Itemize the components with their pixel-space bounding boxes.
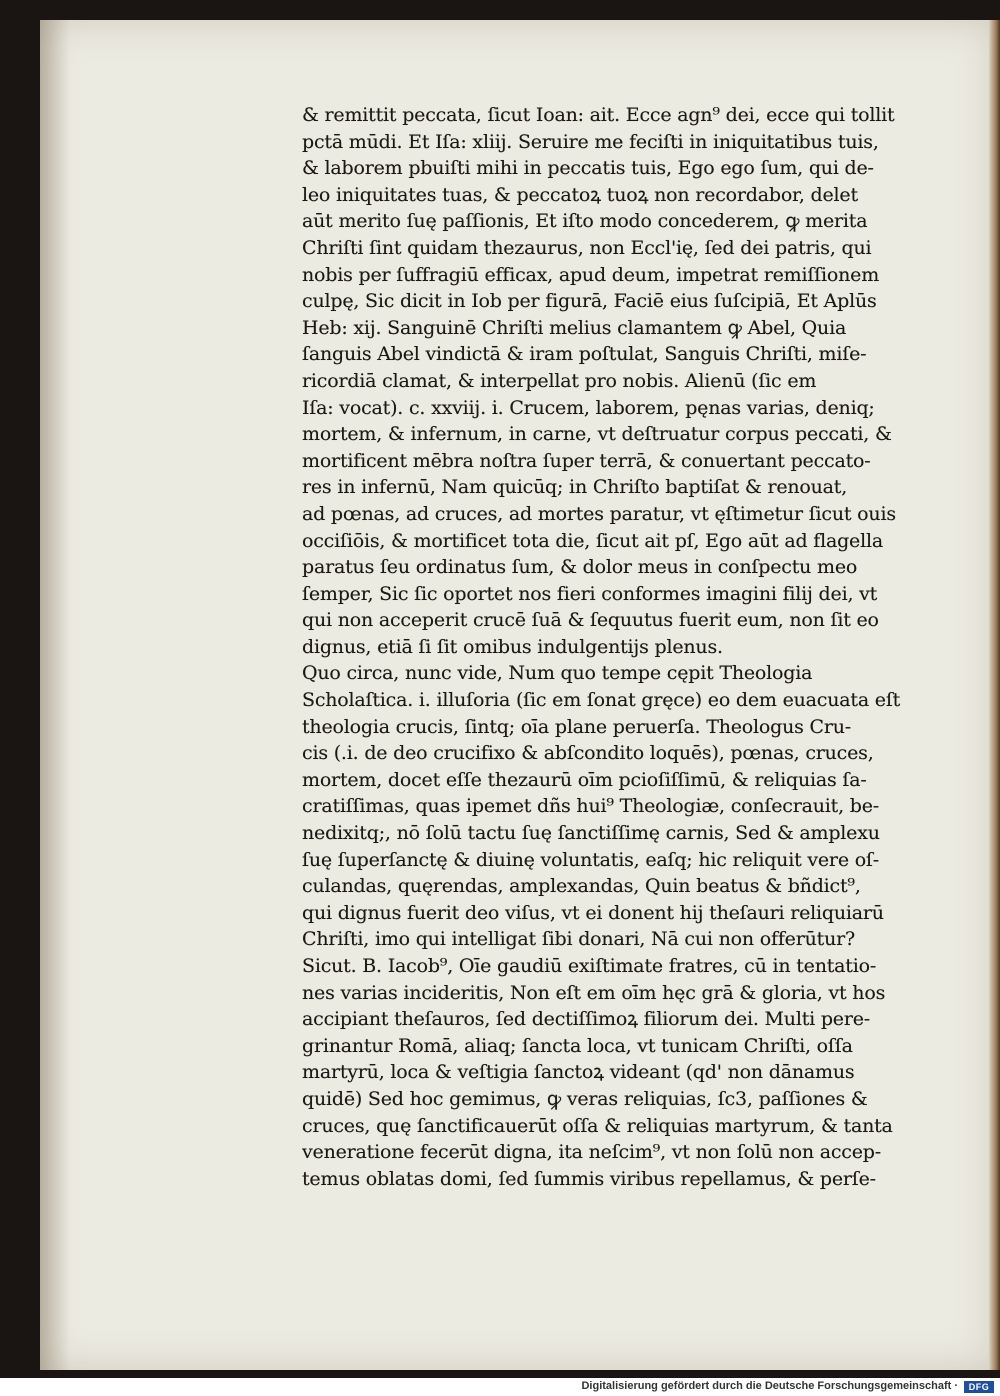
text-line: Scholaſtica. i. illuſoria (ſic em ſonat gręce) eo dem euacuata eſt [302, 689, 901, 712]
text-line: temus oblatas domi, ſed ſummis viribus repellamus, & perſe- [302, 1167, 876, 1190]
text-line: Chriſti, imo qui intelligat ſibi donari, Nā cui non offerūtur? [302, 928, 855, 951]
text-line: grinantur Romā, aliaq; ſancta loca, vt tunicam Chriſti, oſſa [302, 1034, 853, 1057]
text-line: theologia crucis, ſintq; oīa plane peruerſa. Theologus Cru- [302, 715, 852, 738]
text-line: ſanguis Abel vindictā & iram poſtulat, Sanguis Chriſti, miſe- [302, 343, 867, 366]
text-line: quidē) Sed hoc gemimus, ꝙ veras reliquias, ſc3, paſſiones & [302, 1087, 868, 1110]
text-line: Heb: xij. Sanguinē Chriſti melius clamantem ꝙ Abel, Quia [302, 316, 847, 339]
text-line: martyrū, loca & veſtigia ſanctoꝝ videant (qd' non dānamus [302, 1061, 855, 1084]
text-line: dignus, etiā ſi ſit omibus indulgentijs plenus. [302, 635, 723, 658]
text-line: Quo circa, nunc vide, Num quo tempe cępit Theologia [302, 662, 813, 685]
text-line: ricordiā clamat, & interpellat pro nobis. Alienū (ſic em [302, 369, 817, 392]
text-line: ad pœnas, ad cruces, ad mortes paratur, vt ęſtimetur ſicut ouis [302, 502, 896, 525]
text-line: aūt merito ſuę paſſionis, Et iſto modo concederem, ꝙ merita [302, 210, 868, 233]
text-line: Iſa: vocat). c. xxviij. i. Crucem, laborem, pęnas varias, deniq; [302, 396, 875, 419]
text-line: accipiant theſauros, ſed dectiſſimoꝝ filiorum dei. Multi pere- [302, 1008, 870, 1031]
text-line: & remittit peccata, ſicut Ioan: ait. Ecce agn⁹ dei, ecce qui tollit [302, 104, 895, 126]
text-line: qui dignus fuerit deo viſus, vt ei donent hij theſauri reliquiarū [302, 901, 884, 924]
text-line: veneratione fecerūt digna, ita neſcim⁹, vt non ſolū non accep- [302, 1141, 881, 1164]
text-line: mortem, & infernum, in carne, vt deſtruatur corpus peccati, & [302, 423, 892, 446]
text-line: mortem, docet eſſe thezaurū oīm pcioſiſſimū, & reliquias ſa- [302, 768, 867, 791]
text-line: cis (.i. de deo crucifixo & abſcondito loquēs), pœnas, cruces, [302, 742, 874, 765]
book-page [40, 20, 995, 1370]
text-line: nobis per ſuffragiū efficax, apud deum, impetrat remiſſionem [302, 263, 880, 286]
funding-credit: Digitalisierung gefördert durch die Deutsche Forschungsgemeinschaft · [581, 1380, 958, 1392]
text-block [302, 102, 952, 1192]
text-line: qui non acceperit crucē ſuā & ſequutus fuerit eum, non ſit eo [302, 609, 879, 632]
text-line: ſemper, Sic ſic oportet nos fieri conformes imagini filij dei, vt [302, 582, 878, 605]
text-line: mortificent mēbra noſtra ſuper terrā, & conuertant peccato- [302, 449, 871, 472]
text-line: Sicut. B. Iacob⁹, Oīe gaudiū exiſtimate fratres, cū in tentatio- [302, 955, 877, 977]
footer-bar [0, 1378, 1000, 1396]
page-edge [989, 20, 1000, 1370]
text-line: occiſiōis, & mortificet tota die, ſicut ait pſ, Ego aūt ad flagella [302, 529, 883, 552]
text-line: & laborem pbuiſti mihi in peccatis tuis, Ego ego ſum, qui de- [302, 157, 874, 180]
text-line: Chriſti ſint quidam thezaurus, non Eccl'ię, ſed dei patris, qui [302, 236, 872, 259]
text-line: ſuę ſuperſanctę & diuinę voluntatis, eaſq; hic reliquit vere oſ- [302, 848, 879, 871]
text-line: leo iniquitates tuas, & peccatoꝝ tuoꝝ non recordabor, delet [302, 183, 858, 206]
text-line: pctā mūdi. Et Iſa: xliij. Seruire me feciſti in iniquitatibus tuis, [302, 130, 879, 153]
text-line: res in infernū, Nam quicūq; in Chriſto baptiſat & renouat, [302, 476, 848, 499]
text-line: culandas, quęrendas, amplexandas, Quin beatus & bñdict⁹, [302, 875, 861, 898]
text-line: cruces, quę ſanctificauerūt oſſa & reliquias martyrum, & tanta [302, 1114, 893, 1137]
dfg-logo: DFG [964, 1381, 994, 1393]
text-line: cratiſſimas, quas ipemet dñs hui⁹ Theologiæ, conſecrauit, be- [302, 795, 879, 818]
text-line: nes varias incideritis, Non eſt em oīm hęc grā & gloria, vt hos [302, 981, 886, 1004]
text-line: nedixitq;, nō ſolū tactu ſuę ſanctiſſimę carnis, Sed & amplexu [302, 822, 880, 845]
text-line: culpę, Sic dicit in Iob per figurā, Faciē eius ſuſcipiā, Et Aplūs [302, 290, 877, 313]
text-line: paratus ſeu ordinatus ſum, & dolor meus in conſpectu meo [302, 556, 858, 579]
